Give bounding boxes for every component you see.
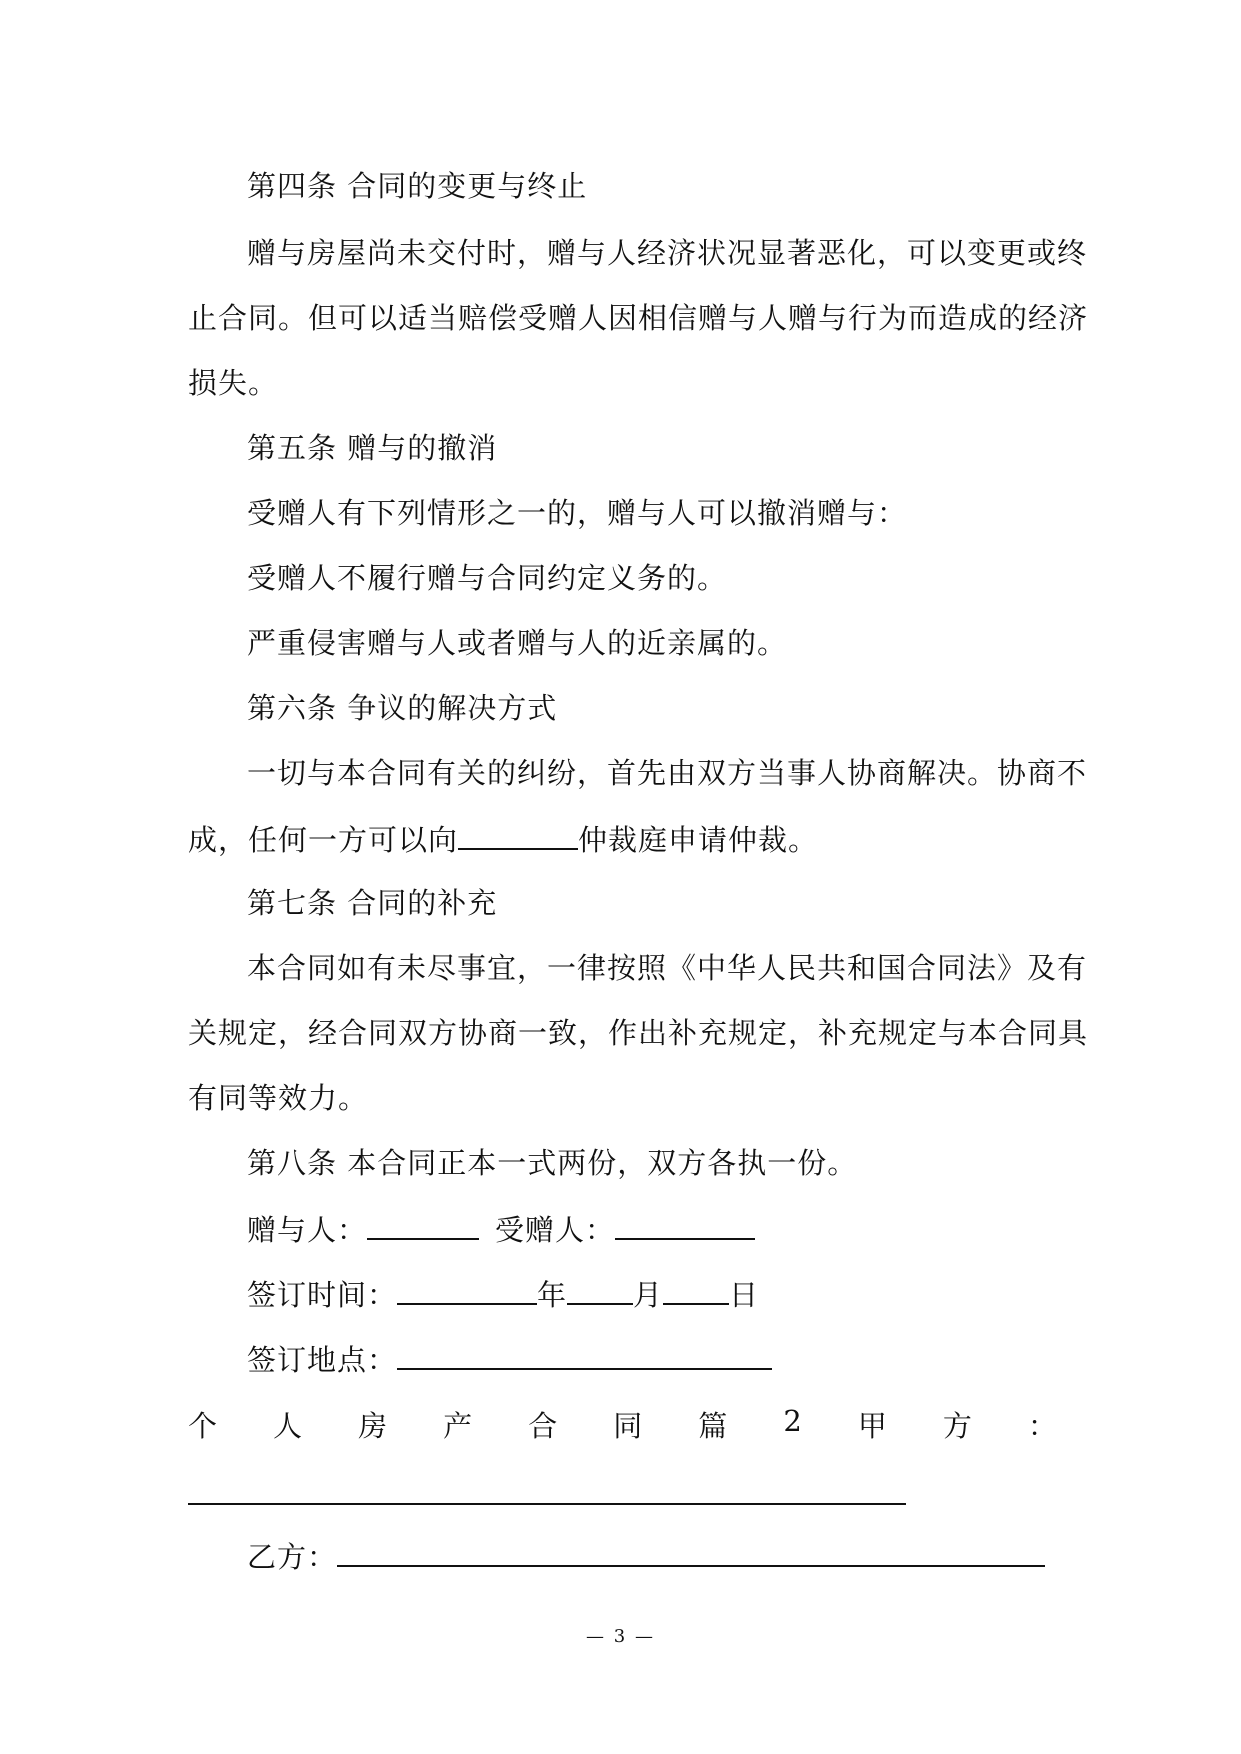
- date-label: 签订时间：: [247, 1277, 398, 1312]
- signature-parties: [247, 1206, 755, 1249]
- article5-line1: 受赠人有下列情形之一的，赠与人可以撤消赠与：: [247, 496, 908, 530]
- place-blank: [397, 1336, 772, 1370]
- month-blank: [567, 1271, 633, 1305]
- signing-place: [247, 1336, 772, 1379]
- contract2-char: 2: [783, 1404, 803, 1438]
- contract2-char: 个: [188, 1409, 219, 1443]
- contract2-char: 甲: [857, 1409, 888, 1443]
- party-b-label: 乙方：: [247, 1539, 338, 1574]
- article6-line2: [188, 816, 818, 859]
- article6-line2-pre: 成，任何一方可以向: [188, 822, 459, 857]
- day-label: 日: [729, 1277, 760, 1312]
- article6-title: 第六条 争议的解决方式: [247, 691, 558, 725]
- contract2-char: 房: [358, 1409, 389, 1443]
- article5-line3: 严重侵害赠与人或者赠与人的近亲属的。: [247, 626, 788, 660]
- donor-label: 赠与人：: [247, 1212, 368, 1247]
- party-b-line: [247, 1533, 1045, 1576]
- year-label: 年: [537, 1277, 568, 1312]
- article7-line1: 本合同如有未尽事宜，一律按照《中华人民共和国合同法》及有: [247, 951, 1088, 985]
- contract2-char: 方: [942, 1409, 973, 1443]
- party-a-blank: [188, 1501, 906, 1505]
- contract2-char: 产: [443, 1409, 474, 1443]
- article4-title: 第四条 合同的变更与终止: [247, 169, 588, 203]
- donee-blank: [615, 1206, 755, 1240]
- article5-title: 第五条 赠与的撤消: [247, 431, 498, 465]
- article4-line2: 止合同。但可以适当赔偿受赠人因相信赠与人赠与行为而造成的经济: [188, 301, 1089, 335]
- year-blank: [397, 1271, 537, 1305]
- article7-line3: 有同等效力。: [188, 1081, 369, 1115]
- contract2-char: 同: [613, 1409, 644, 1443]
- contract2-char: 篇: [698, 1409, 729, 1443]
- article8-title: 第八条 本合同正本一式两份，双方各执一份。: [247, 1146, 858, 1180]
- article7-title: 第七条 合同的补充: [247, 886, 498, 920]
- article7-line2: 关规定，经合同双方协商一致，作出补充规定，补充规定与本合同具: [188, 1016, 1089, 1050]
- contract2-char: 人: [273, 1409, 304, 1443]
- contract2-char: ：: [1027, 1409, 1058, 1443]
- article5-line2: 受赠人不履行赠与合同约定义务的。: [247, 561, 728, 595]
- article6-line1: 一切与本合同有关的纠纷，首先由双方当事人协商解决。协商不: [247, 756, 1088, 790]
- donee-label: 受赠人：: [495, 1212, 616, 1247]
- contract2-char: 合: [528, 1409, 559, 1443]
- article4-line1: 赠与房屋尚未交付时，赠与人经济状况显著恶化，可以变更或终: [247, 236, 1088, 270]
- article6-line2-post: 仲裁庭申请仲裁。: [578, 822, 819, 857]
- page-number: — 3 —: [586, 1626, 655, 1647]
- article4-line3: 损失。: [188, 366, 279, 400]
- month-label: 月: [633, 1277, 664, 1312]
- day-blank: [663, 1271, 729, 1305]
- signing-date: [247, 1271, 759, 1314]
- arbitration-blank: [458, 816, 578, 850]
- place-label: 签订地点：: [247, 1342, 398, 1377]
- contract2-heading: [188, 1404, 1058, 1445]
- donor-blank: [367, 1206, 479, 1240]
- party-b-blank: [337, 1533, 1045, 1567]
